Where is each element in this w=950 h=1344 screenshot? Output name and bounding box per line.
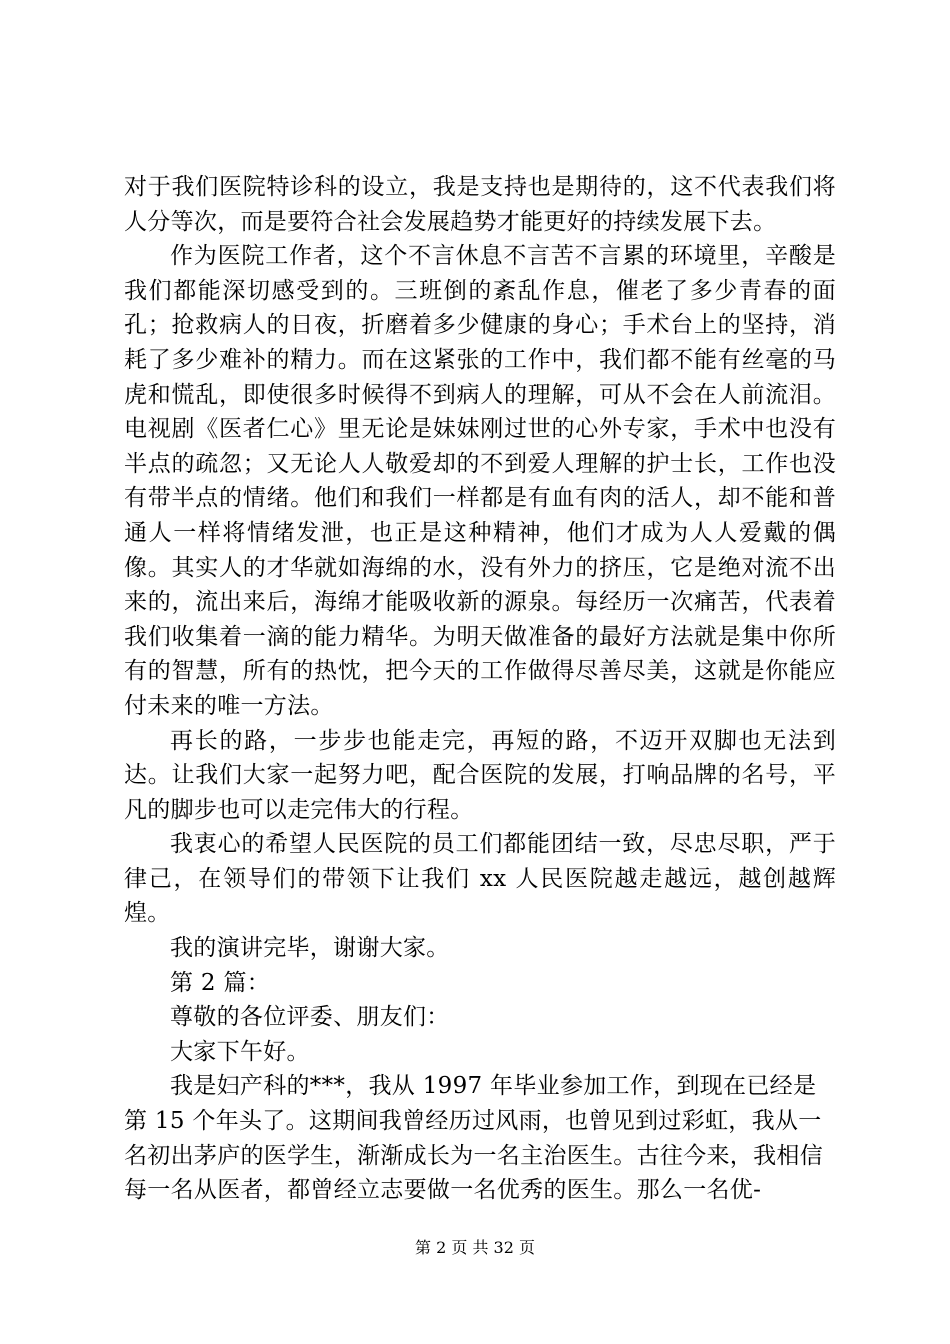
paragraph-3: 再长的路，一步步也能走完，再短的路，不迈开双脚也无法到达。让我们大家一起努力吧，配合医院的发展，打响品牌的名号，平凡的脚步也可以走完伟大的行程。 bbox=[124, 727, 836, 823]
section-heading: 第 2 篇： bbox=[170, 969, 271, 996]
greeting: 大家下午好。 bbox=[170, 1038, 310, 1065]
document-body bbox=[124, 170, 836, 1208]
page-footer bbox=[0, 1238, 950, 1258]
paragraph-5: 我的演讲完毕，谢谢大家。 bbox=[170, 935, 450, 962]
paragraph-2: 作为医院工作者，这个不言休息不言苦不言累的环境里，辛酸是我们都能深切感受到的。三班倒的紊乱作息，催老了多少青春的面孔；抢救病人的日夜，折磨着多少健康的身心；手术台上的坚持，消耗了多少难补的精力。而在这紧张的工作中，我们都不能有丝毫的马虎和慌乱，即使很多时候得不到病人的理解，可从不会在人前流泪。电视剧《医者仁心》里无论是妹妹刚过世的心外专家，手术中也没有半点的疏忽；又无论人人敬爱却的不到爱人理解的护士长，工作也没有带半点的情绪。他们和我们一样都是有血有肉的活人，却不能和普通人一样将情绪发泄，也正是这种精神，他们才成为人人爱戴的偶像。其实人的才华就如海绵的水，没有外力的挤压，它是绝对流不出来的，流出来后，海绵才能吸收新的源泉。每经历一次痛苦，代表着我们收集着一滴的能力精华。为明天做准备的最好方法就是集中你所有的智慧，所有的热忱，把今天的工作做得尽善尽美，这就是你能应付未来的唯一方法。 bbox=[124, 243, 836, 719]
salutation: 尊敬的各位评委、朋友们： bbox=[170, 1004, 450, 1031]
paragraph-9: 我是妇产科的***，我从 1997 年毕业参加工作，到现在已经是第 15 个年头了。这期间我曾经历过风雨，也曾见到过彩虹，我从一名初出茅庐的医学生，渐渐成长为一名主治医生。古往今来，我相信每一名从医者，都曾经立志要做一名优秀的医生。那么一名优- bbox=[124, 1073, 823, 1204]
paragraph-1: 对于我们医院特诊科的设立，我是支持也是期待的，这不代表我们将人分等次，而是要符合社会发展趋势才能更好的持续发展下去。 bbox=[124, 174, 836, 235]
page-number: 第 2 页 共 32 页 bbox=[415, 1238, 535, 1257]
paragraph-4: 我衷心的希望人民医院的员工们都能团结一致，尽忠尽职，严于律己，在领导们的带领下让我们 xx 人民医院越走越远，越创越辉煌。 bbox=[124, 831, 836, 927]
